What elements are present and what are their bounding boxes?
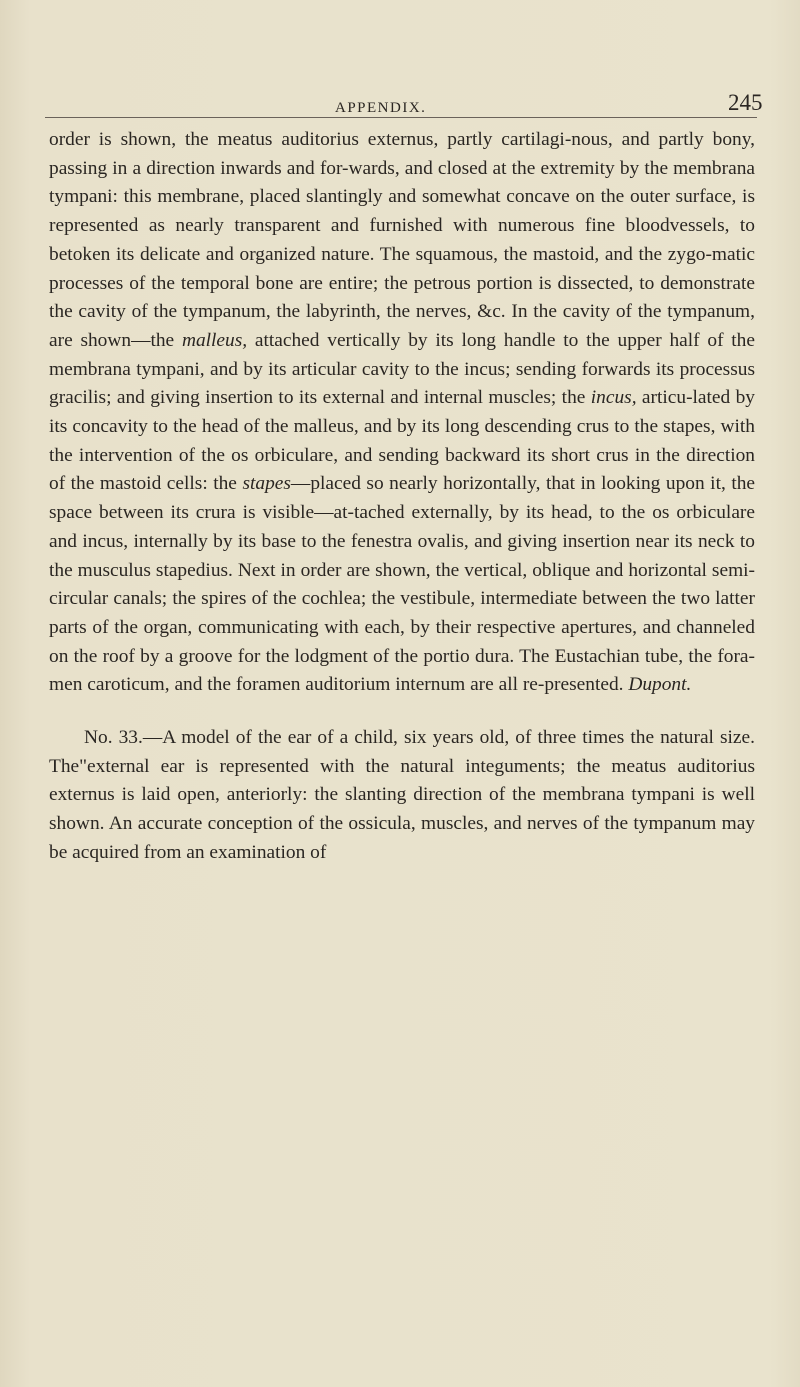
term-stapes: stapes [242,473,291,495]
paragraph-text: —placed so nearly horizontally, that in looking upon it, the space between its crura is visible—at-tached externally, by its head, to the os orbiculare and incus, internally by its base to the fenestra ovalis, and giving insertion near its neck to the musculus stapedius. Next in order are shown, the vertical, oblique and horizontal semi-circular canals; the spires of the cochlea; the vestibule, intermediate between the two latter parts of the organ, communicating with each, by their respective apertures, and channeled on the roof by a groove for the lodgment of the portio dura. The Eustachian tube, the fora-men caroticum, and the foramen auditorium internum are all re-presented. [49,473,756,696]
header-rule [45,117,757,118]
page-number: 245 [728,90,763,115]
paragraph-text: articu-lated by its concavity to the head of the malleus, and by its long descending crus to the stapes, with the intervention of the os orbiculare, and sending backward its short crus in the direction of the mastoid cells: the [49,387,755,495]
paragraph-text: attached vertically by its long handle to the upper half of the membrana tympani, and by its articular cavity to the incus; sending forwards its processus gracilis; and giving insertion to its external and internal muscles; the [49,329,755,409]
term-malleus: malleus, [181,329,248,351]
paragraph-model-33: No. 33.—A model of the ear of a child, six years old, of three times the natural size. The"external ear is represented with the natural integuments; the meatus auditorius externus is laid open, anteriorly: the slanting direction of the membrana tympani is well shown. An accurate conception of the ossicula, muscles, and nerves of the tympanum may be acquired from an examination of [49,727,755,863]
running-title: APPENDIX. [335,100,427,116]
author-signature: Dupont. [628,674,692,696]
term-incus: incus, [590,387,637,409]
body-text [49,126,755,868]
paragraph-ear-description [49,126,755,700]
paragraph-text: order is shown, the meatus auditorius externus, partly cartilagi-nous, and partly bony, passing in a direction inwards and for-wards, and closed at the extremity by the membrana tympani: this membrane, placed slantingly and somewhat concave on the outer surface, is represented as nearly transparent and furnished with numerous fine bloodvessels, to betoken its delicate and organized nature. The squamous, the mastoid, and the zygo-matic processes of the temporal bone are entire; the petrous portion is dissected, to demonstrate the cavity of the tympanum, the labyrinth, the nerves, &c. In the cavity of the tympanum, are shown—the [49,129,755,351]
running-head [0,88,800,118]
